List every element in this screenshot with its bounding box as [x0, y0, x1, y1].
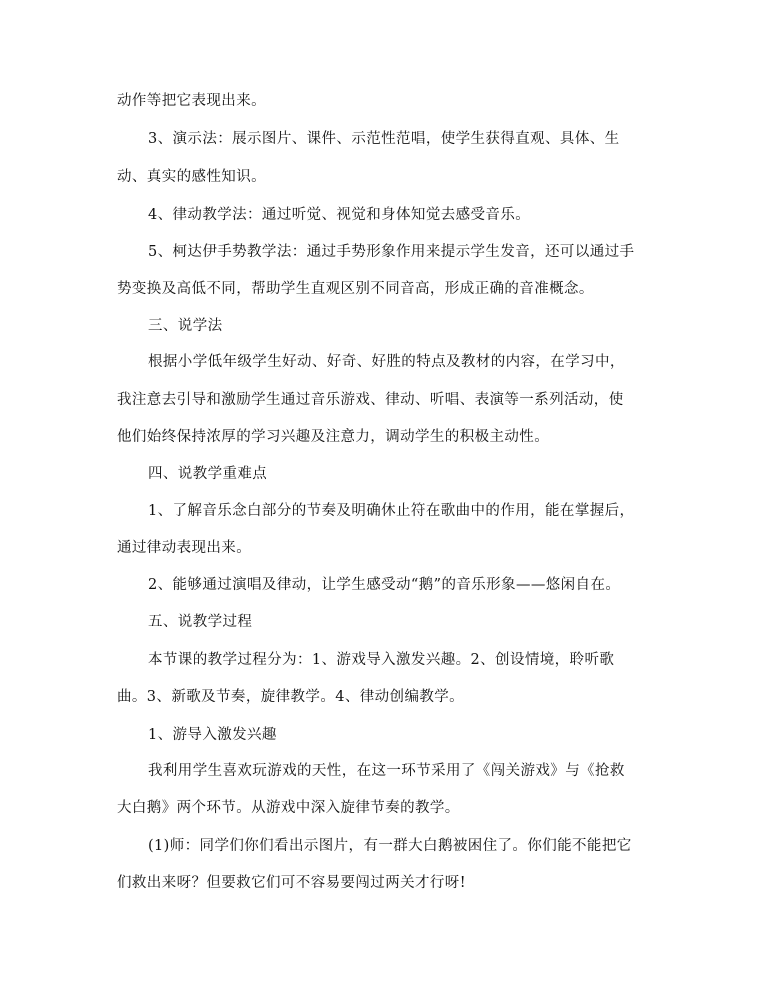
- text-line: 们救出来呀？但要救它们可不容易要闯过两关才行呀!: [117, 875, 466, 891]
- section-heading: 五、说教学过程: [148, 614, 253, 630]
- text-line: 他们始终保持浓厚的学习兴趣及注意力，调动学生的积极主动性。: [117, 429, 550, 445]
- text-line: 2、能够通过演唱及律动，让学生感受动“鹅”的音乐形象——悠闲自在。: [148, 577, 621, 593]
- text-line: 动作等把它表现出来。: [117, 93, 266, 109]
- text-line: 根据小学低年级学生好动、好奇、好胜的特点及教材的内容，在学习中，: [148, 354, 625, 370]
- section-heading: 四、说教学重难点: [148, 466, 268, 482]
- text-line: 大白鹅》两个环节。从游戏中深入旋律节奏的教学。: [117, 800, 460, 816]
- text-line: 动、真实的感性知识。: [117, 169, 266, 185]
- subsection-heading: 1、游导入激发兴趣: [148, 727, 277, 743]
- text-line: 3、演示法：展示图片、课件、示范性范唱，使学生获得直观、具体、生: [148, 131, 620, 147]
- section-heading: 三、说学法: [148, 318, 223, 334]
- text-line: 4、律动教学法：通过听觉、视觉和身体知觉去感受音乐。: [148, 207, 531, 223]
- text-line: 1、了解音乐念白部分的节奏及明确休止符在歌曲中的作用，能在掌握后，: [148, 503, 635, 519]
- text-line: 我利用学生喜欢玩游戏的天性，在这一环节采用了《闯关游戏》与《抢救: [148, 763, 625, 779]
- text-line: 通过律动表现出来。: [117, 540, 252, 556]
- text-line: 我注意去引导和激励学生通过音乐游戏、律动、听唱、表演等一系列活动，使: [117, 392, 624, 408]
- text-line: (1)师：同学们你们看出示图片，有一群大白鹅被困住了。你们能不能把它: [148, 838, 632, 854]
- text-line: 曲。3、新歌及节奏，旋律教学。4、律动创编教学。: [117, 689, 465, 705]
- text-line: 势变换及高低不同，帮助学生直观区别不同音高，形成正确的音准概念。: [117, 281, 594, 297]
- text-line: 5、柯达伊手势教学法：通过手势形象作用来提示学生发音，还可以通过手: [148, 244, 635, 260]
- text-line: 本节课的教学过程分为：1、游戏导入激发兴趣。2、创设情境，聆听歌: [148, 652, 615, 668]
